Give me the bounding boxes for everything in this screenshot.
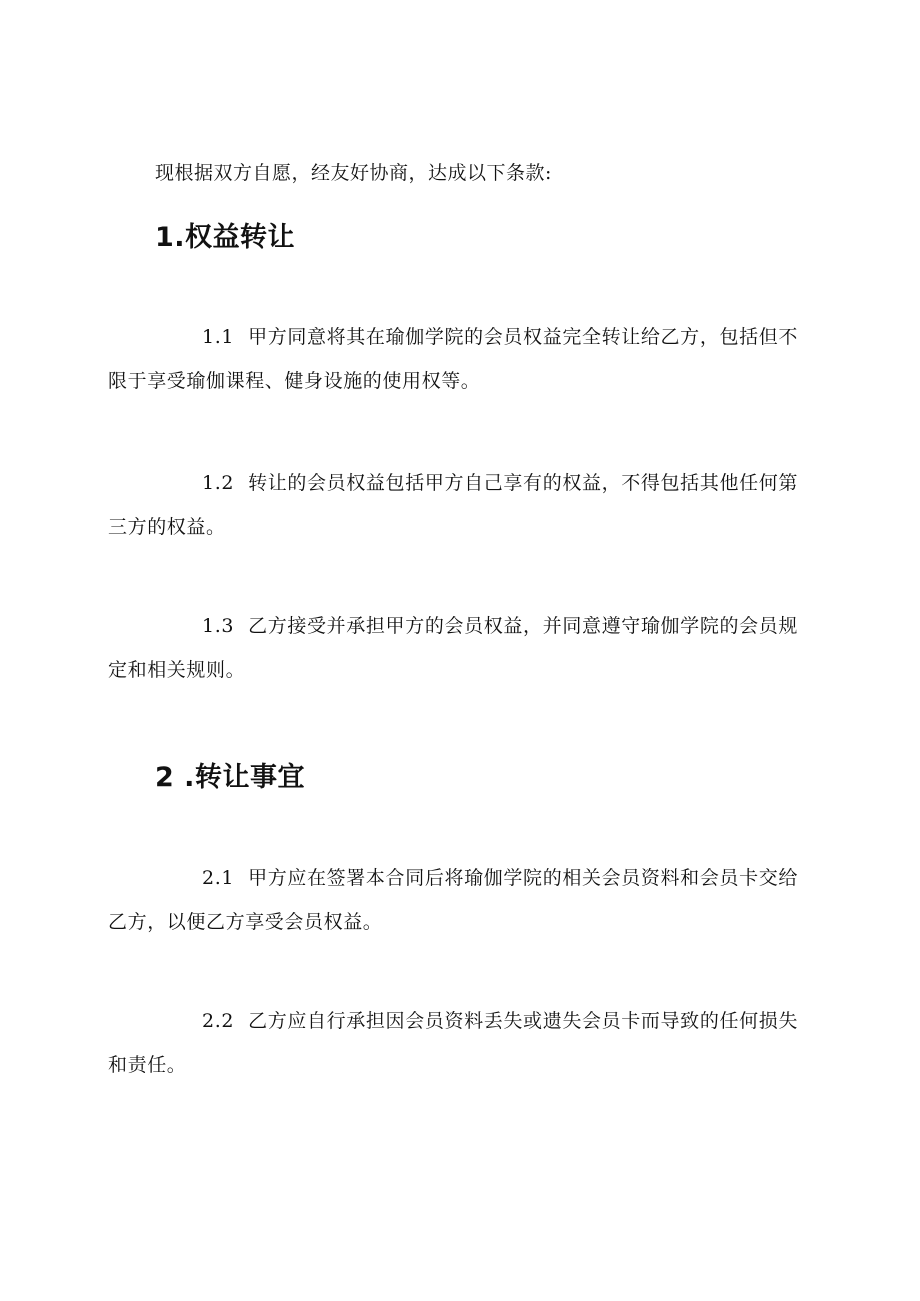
section-heading-transfer-matters: 2 .转让事宜	[155, 762, 305, 793]
clause-1-3	[108, 604, 798, 692]
clause-number: 1.3	[202, 615, 235, 637]
clause-text: 转让的会员权益包括甲方自己享有的权益，不得包括其他任何第三方的权益。	[108, 472, 798, 538]
clause-number: 2.2	[202, 1010, 235, 1032]
clause-number: 1.2	[202, 472, 235, 494]
clause-number: 2.1	[202, 867, 235, 889]
clause-text: 乙方接受并承担甲方的会员权益，并同意遵守瑜伽学院的会员规定和相关规则。	[108, 615, 798, 681]
section-heading-rights-transfer: 1.权益转让	[155, 222, 296, 253]
clause-2-2	[108, 999, 798, 1087]
clause-1-1	[108, 315, 798, 403]
intro-paragraph: 现根据双方自愿，经友好协商，达成以下条款:	[155, 162, 552, 184]
clause-1-2	[108, 461, 798, 549]
clause-2-1	[108, 856, 798, 944]
clause-number: 1.1	[202, 326, 235, 348]
clause-text: 甲方同意将其在瑜伽学院的会员权益完全转让给乙方，包括但不限于享受瑜伽课程、健身设施的使用权等。	[108, 326, 798, 392]
clause-text: 乙方应自行承担因会员资料丢失或遗失会员卡而导致的任何损失和责任。	[108, 1010, 798, 1076]
clause-text: 甲方应在签署本合同后将瑜伽学院的相关会员资料和会员卡交给乙方，以便乙方享受会员权益。	[108, 867, 798, 933]
